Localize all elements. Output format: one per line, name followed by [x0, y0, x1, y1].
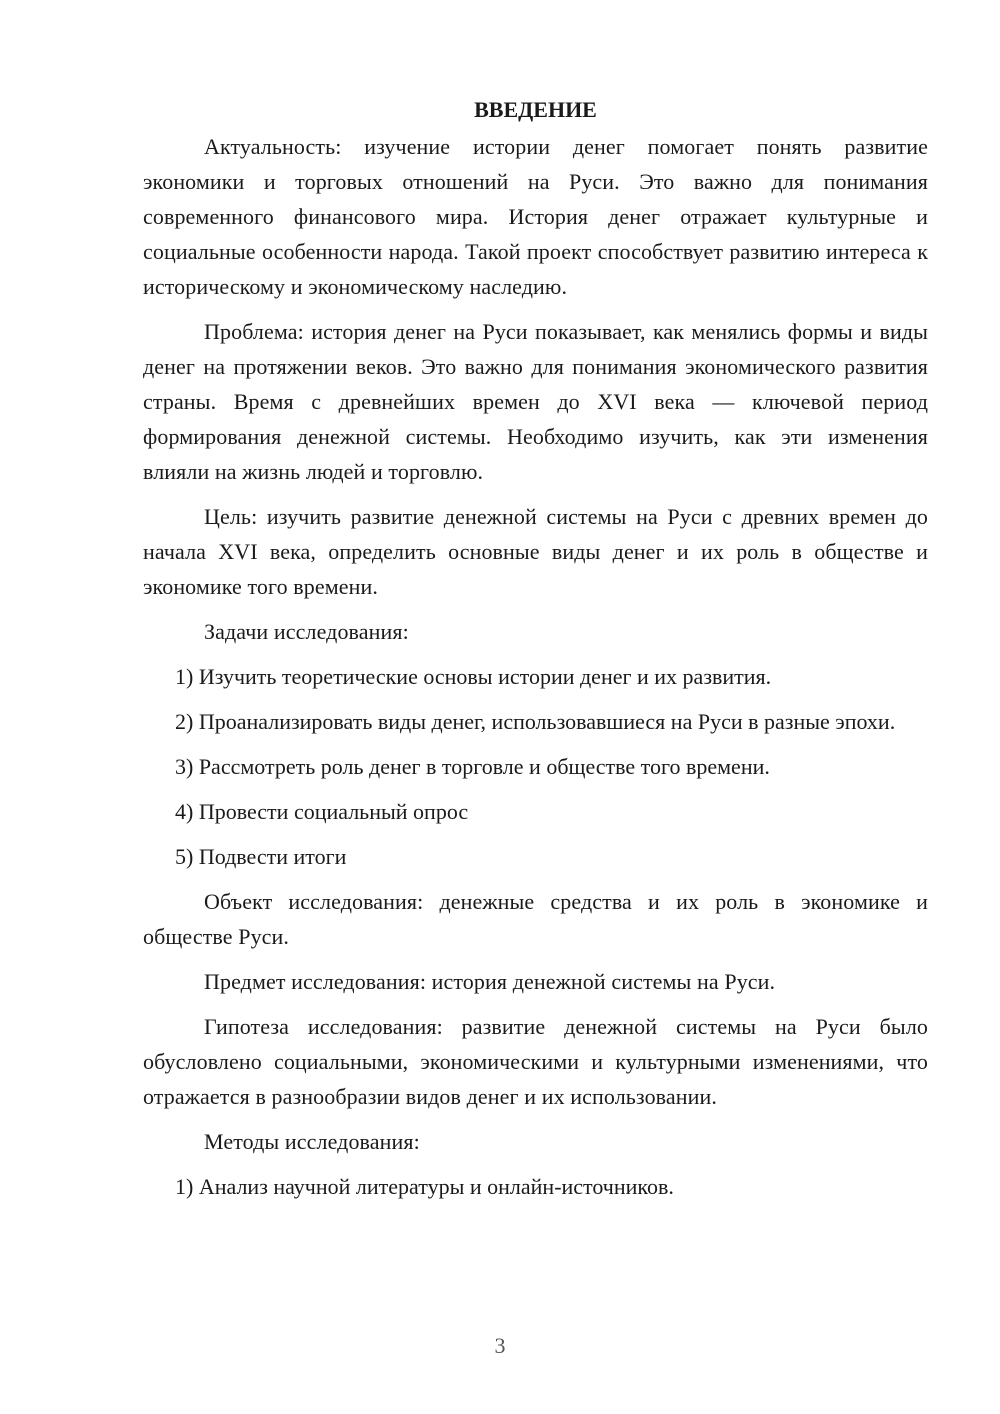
paragraph-methods-heading: Методы исследования:: [204, 1129, 420, 1154]
paragraph-object: Объект исследования: денежные средства и их роль в экономике и обществе Руси.: [143, 889, 928, 949]
page-content: [143, 92, 928, 1214]
paragraph-subject: Предмет исследования: история денежной системы на Руси.: [204, 969, 776, 994]
paragraph-goal: Цель: изучить развитие денежной системы на Руси с древних времен до начала XVI века, определить основные виды денег и их роль в обществе и экономике того времени.: [143, 504, 928, 599]
list-item-method-1: 1) Анализ научной литературы и онлайн-источников.: [175, 1174, 674, 1199]
list-item-task-3: 3) Рассмотреть роль денег в торговле и обществе того времени.: [175, 754, 770, 779]
list-item-task-4: 4) Провести социальный опрос: [175, 799, 469, 824]
list-item-task-2: 2) Проанализировать виды денег, использовавшиеся на Руси в разные эпохи.: [175, 709, 896, 734]
paragraph-problem: Проблема: история денег на Руси показывает, как менялись формы и виды денег на протяжении веков. Это важно для понимания экономического развития страны. Время с древнейших времен до XVI века — ключевой период формирования денежной системы. Необходимо изучить, как эти изменения влияли на жизнь людей и торговлю.: [143, 319, 928, 484]
paragraph-hypothesis: Гипотеза исследования: развитие денежной системы на Руси было обусловлено социальными, экономическими и культурными изменениями, что отражается в разнообразии видов денег и их использовании.: [143, 1014, 928, 1109]
paragraph-relevance: Актуальность: изучение истории денег помогает понять развитие экономики и торговых отношений на Руси. Это важно для понимания современного финансового мира. История денег отражает культурные и социальные особенности народа. Такой проект способствует развитию интереса к историческому и экономическому наследию.: [143, 134, 928, 299]
list-item-task-1: 1) Изучить теоретические основы истории денег и их развития.: [175, 664, 772, 689]
section-title: ВВЕДЕНИЕ: [474, 97, 597, 122]
list-item-task-5: 5) Подвести итоги: [175, 844, 347, 869]
paragraph-tasks-heading: Задачи исследования:: [204, 619, 409, 644]
page-number: 3: [494, 1333, 506, 1358]
